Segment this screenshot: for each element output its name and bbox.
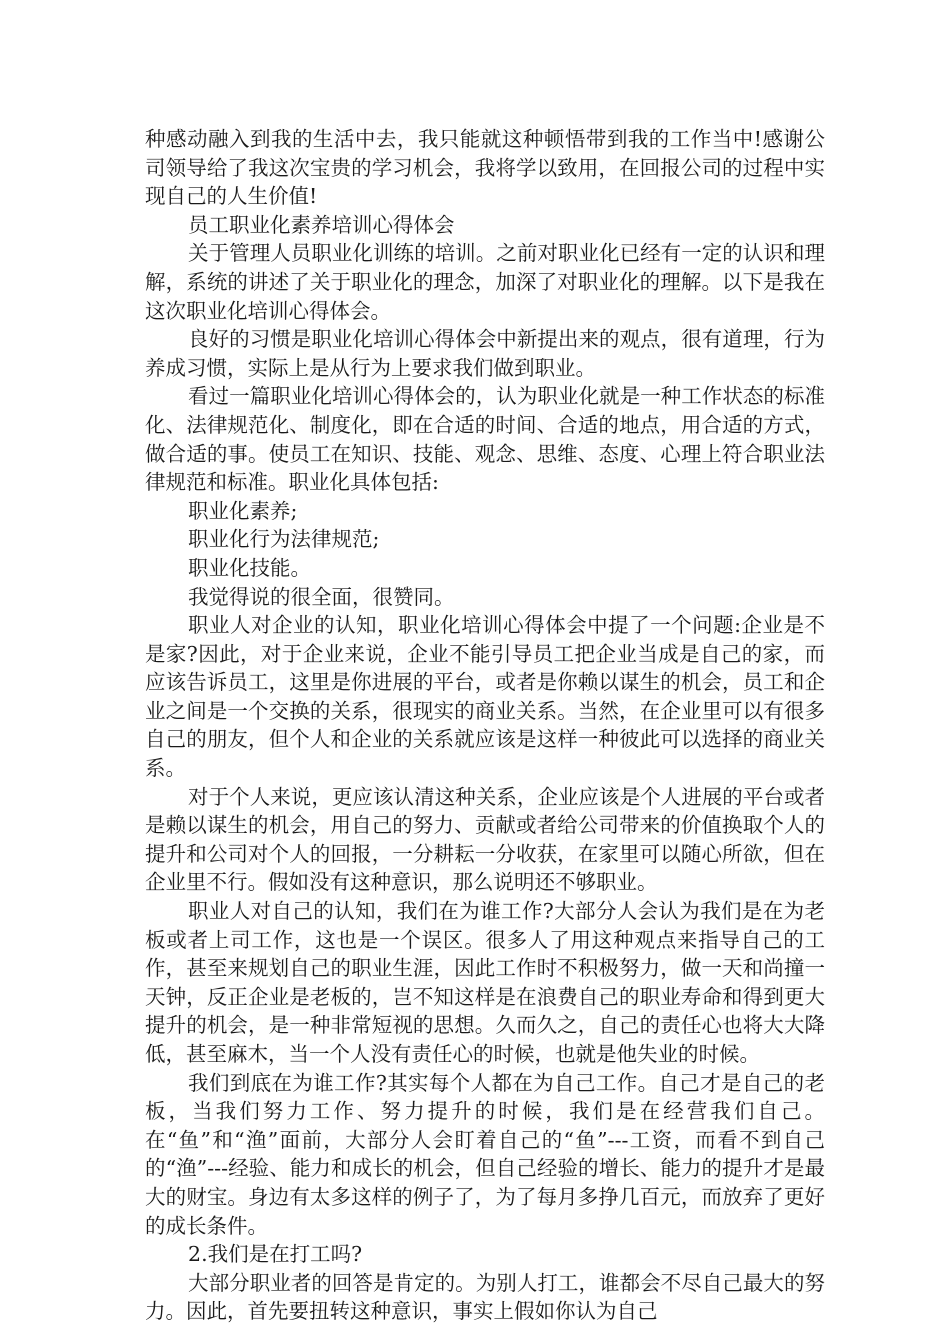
paragraph: 我们到底在为谁工作?其实每个人都在为自己工作。自己才是自己的老板，当我们努力工作、努力提升的时候，我们是在经营我们自己。在“鱼”和“渔”面前，大部分人会盯着自己的“鱼”---工资，而看不到自己的“渔”---经验、能力和成长的机会，但自己经验的增长、能力的提升才是最大的财宝。身边有太多这样的例子了，为了每月多挣几百元，而放弃了更好的成长条件。	[145, 1070, 825, 1238]
paragraph-continuation: 种感动融入到我的生活中去，我只能就这种顿悟带到我的工作当中!感谢公司领导给了我这次宝贵的学习机会，我将学以致用，在回报公司的过程中实现自己的人生价值!	[145, 127, 825, 209]
paragraph: 职业人对自己的认知，我们在为谁工作?大部分人会认为我们是在为老板或者上司工作，这也是一个误区。很多人了用这种观点来指导自己的工作，甚至来规划自己的职业生涯，因此工作时不积极努力，做一天和尚撞一天钟，反正企业是老板的，岂不知这样是在浪费自己的职业寿命和得到更大提升的机会，是一种非常短视的思想。久而久之，自己的责任心也将大大降低，甚至麻木，当一个人没有责任心的时候，也就是他失业的时候。	[145, 899, 825, 1066]
paragraph: 良好的习惯是职业化培训心得体会中新提出来的观点，很有道理，行为养成习惯，实际上是从行为上要求我们做到职业。	[145, 327, 825, 380]
paragraph: 我觉得说的很全面，很赞同。	[188, 584, 455, 609]
paragraph: 大部分职业者的回答是肯定的。为别人打工，谁都会不尽自己最大的努力。因此，首先要扭转这种意识，事实上假如你认为自己	[145, 1270, 825, 1324]
paragraph: 对于个人来说，更应该认清这种关系，企业应该是个人进展的平台或者是赖以谋生的机会，用自己的努力、贡献或者给公司带来的价值换取个人的提升和公司对个人的回报，一分耕耘一分收获，在家里可以随心所欲，但在企业里不行。假如没有这种意识，那么说明还不够职业。	[145, 784, 825, 895]
numbered-heading: 2.我们是在打工吗?	[188, 1242, 363, 1267]
section-heading: 员工职业化素养培训心得体会	[188, 212, 455, 237]
paragraph: 看过一篇职业化培训心得体会的，认为职业化就是一种工作状态的标准化、法律规范化、制度化，即在合适的时间、合适的地点，用合适的方式，做合适的事。使员工在知识、技能、观念、思维、态度、心理上符合职业法律规范和标准。职业化具体包括:	[145, 384, 825, 495]
paragraph: 职业人对企业的认知，职业化培训心得体会中提了一个问题:企业是不是家?因此，对于企业来说，企业不能引导员工把企业当成是自己的家，而应该告诉员工，这里是你进展的平台，或者是你赖以谋生的机会，员工和企业之间是一个交换的关系，很现实的商业关系。当然，在企业里可以有很多自己的朋友，但个人和企业的关系就应该是这样一种彼此可以选择的商业关系。	[145, 613, 825, 781]
list-item: 职业化行为法律规范;	[188, 527, 380, 552]
paragraph: 关于管理人员职业化训练的培训。之前对职业化已经有一定的认识和理解，系统的讲述了关于职业化的理念，加深了对职业化的理解。以下是我在这次职业化培训心得体会。	[145, 241, 825, 323]
document-body	[145, 125, 825, 1326]
list-item: 职业化技能。	[188, 555, 312, 580]
list-item: 职业化素养;	[188, 498, 298, 523]
